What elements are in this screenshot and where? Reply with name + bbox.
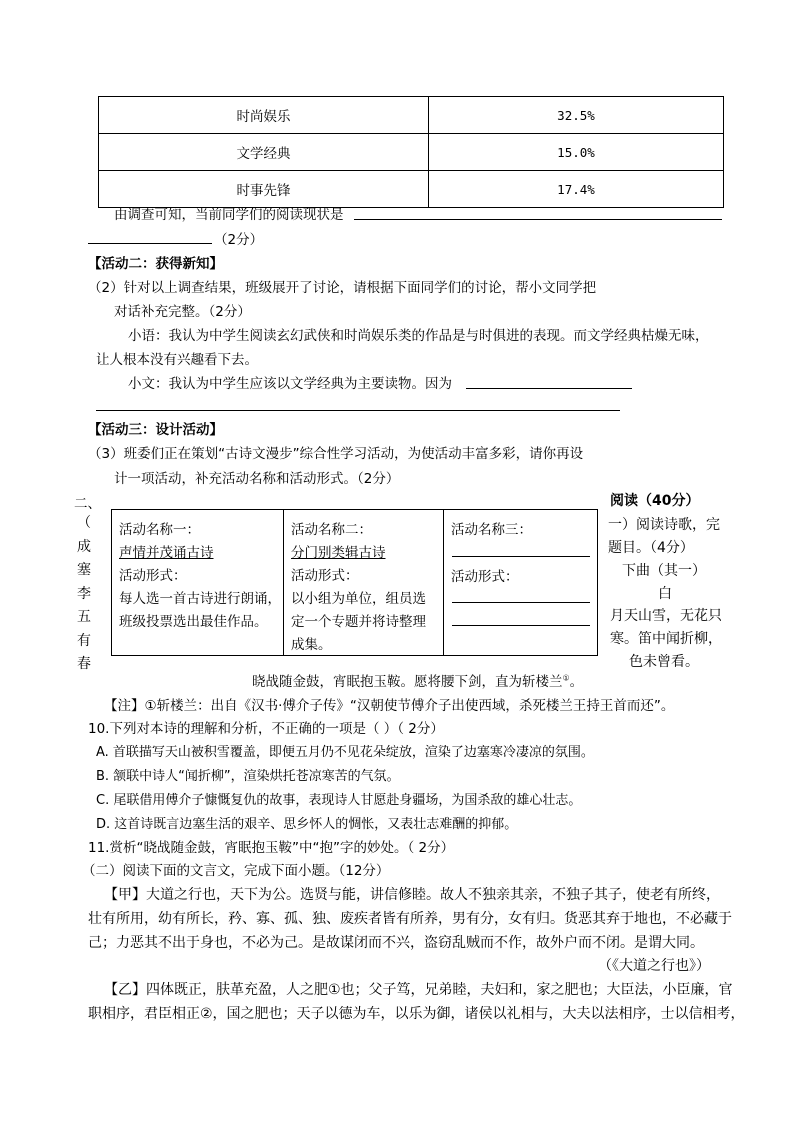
q1-answer-blank[interactable]	[354, 219, 722, 220]
table-row	[99, 134, 724, 171]
activity1-form-label: 活动形式：	[119, 568, 187, 584]
poem-last-text: 晓战随金鼓，宵眠抱玉鞍。愿将腰下剑，直为斩楼兰	[252, 674, 563, 690]
poem-line: 寒。笛中闻折柳，	[610, 631, 722, 647]
xiaowen-line: 小文：我认为中学生应该以文学经典为主要读物。因为	[128, 376, 452, 392]
vertical-char: 五	[77, 609, 91, 625]
yi-line: 【乙】四体既正，肤革充盈，人之肥①也；父子笃，兄弟睦，夫妇和，家之肥也；大臣法，小臣廉，官	[104, 982, 733, 998]
vertical-char: 有	[77, 632, 91, 649]
reading-section-title: 阅读（40分）	[610, 493, 700, 509]
activity2-form-label: 活动形式：	[291, 568, 359, 584]
q3-line1: （3）班委们正在策划“古诗文漫步”综合性学习活动，为使活动丰富多彩，请你再设	[88, 446, 584, 462]
table-cell-category: 文学经典	[99, 134, 429, 171]
q1-answer-blank-2[interactable]	[88, 243, 212, 244]
activity2-name: 分门别类辑古诗	[291, 545, 386, 561]
vertical-char: 塞	[77, 562, 91, 578]
q10-option-a: A. 首联描写天山被积雪覆盖，即便五月仍不见花朵绽放，渲染了边塞寒冷凄凉的氛围。	[96, 745, 594, 760]
section2-number: 二、	[74, 496, 101, 512]
q1-prompt	[114, 203, 344, 223]
activity-table	[111, 509, 598, 656]
activity3-form-label: 活动形式：	[451, 569, 519, 585]
vertical-char: 成	[77, 538, 91, 555]
activity2-form-line: 以小组为单位，组员选	[291, 591, 426, 607]
vertical-fragments	[74, 512, 94, 677]
poem-author: 白	[658, 586, 672, 602]
table-cell-category: 时事先锋	[99, 171, 429, 208]
q2-line1: （2）针对以上调查结果，班级展开了讨论，请根据下面同学们的讨论，帮小文同学把	[88, 280, 597, 296]
activity2-form-line: 成集。	[291, 637, 332, 653]
q10-option-c: C. 尾联借用傅介子慷慨复仇的故事，表现诗人甘愿赴身疆场，为国杀敌的雄心壮志。	[96, 793, 582, 808]
activity3-name-label: 活动名称三：	[451, 522, 532, 538]
table-row	[99, 171, 724, 208]
poem-note: 【注】①斩楼兰：出自《汉书·傅介子传》“汉朝使节傅介子出使西域，杀死楼兰王持王首而还”。	[104, 698, 675, 714]
jia-source: （《大道之行也》）	[598, 958, 710, 974]
table-cell-value: 17.4%	[429, 171, 724, 208]
poem-line: 色未曾看。	[629, 654, 699, 670]
xiaowen-answer-blank[interactable]	[466, 388, 632, 389]
activity3-form-blank[interactable]	[452, 602, 590, 603]
poem-question-line1: 一）阅读诗歌，完	[608, 517, 720, 533]
survey-table	[98, 96, 724, 208]
vertical-char: （	[77, 515, 91, 531]
activity2-name-label: 活动名称二：	[291, 522, 372, 538]
poem-question-line2: 题目。（4分）	[608, 540, 694, 556]
xiaoyu-line1: 小语：我认为中学生阅读玄幻武侠和时尚娱乐类的作品是与时俱进的表现。而文学经典枯燥无味，	[128, 328, 709, 344]
q1-text: 由调查可知，当前同学们的阅读现状是	[114, 207, 344, 223]
activity1-name: 声情并茂诵古诗	[119, 545, 214, 561]
q11-stem: 11.赏析“晓战随金鼓，宵眠抱玉鞍”中“抱”字的妙处。（ 2分）	[88, 840, 455, 856]
activity3-header: 【活动三：设计活动】	[88, 422, 223, 438]
q1-score: （2分）	[214, 232, 264, 248]
q10-option-b: B. 颔联中诗人“闻折柳”，渲染烘托苍凉寒苦的气氛。	[96, 769, 400, 784]
poem-last-line	[252, 670, 583, 690]
footnote-mark: ①	[562, 673, 570, 683]
activity-col-1	[112, 510, 284, 655]
q2-line2: 对话补充完整。（2分）	[114, 304, 251, 320]
yi-line: 职相序，君臣相正②，国之肥也；天子以德为车，以乐为御，诸侯以礼相与，大夫以法相序，士以信相考，	[88, 1006, 745, 1022]
activity2-header: 【活动二：获得新知】	[88, 256, 223, 272]
activity1-form-line: 每人选一首古诗进行朗诵，	[119, 591, 281, 607]
poem-last-punct: 。	[569, 674, 584, 690]
jia-line: 【甲】大道之行也，天下为公。选贤与能，讲信修睦。故人不独亲其亲，不独子其子，使老有所终，	[104, 887, 720, 903]
table-cell-category: 时尚娱乐	[99, 97, 429, 134]
jia-line: 壮有所用，幼有所长，矜、寡、孤、独、废疾者皆有所养，男有分，女有归。货恶其弃于地也，不必藏于	[88, 911, 732, 927]
activity2-form-line: 定一个专题并将诗整理	[291, 614, 426, 630]
activity1-name-label: 活动名称一：	[119, 522, 200, 538]
xiaowen-answer-blank-2[interactable]	[96, 410, 620, 411]
activity3-form-blank-2[interactable]	[452, 625, 590, 626]
q10-stem: 10.下列对本诗的理解和分析，不正确的一项是（ ）（ 2分）	[88, 721, 444, 737]
jia-line: 己；力恶其不出于身也，不必为己。是故谋闭而不兴，盗窃乱贼而不作，故外户而不闭。是谓大同。	[88, 935, 704, 951]
activity3-name-blank[interactable]	[452, 556, 590, 557]
xiaoyu-line2: 让人根本没有兴趣看下去。	[96, 352, 258, 368]
vertical-char: 春	[77, 656, 91, 672]
vertical-char: 李	[77, 585, 91, 602]
q10-option-d: D. 这首诗既言边塞生活的艰辛、思乡怀人的惆怅，又表壮志难酬的抑郁。	[96, 817, 518, 832]
poem-line: 月天山雪，无花只	[610, 608, 722, 624]
table-cell-value: 32.5%	[429, 97, 724, 134]
table-row	[99, 97, 724, 134]
table-cell-value: 15.0%	[429, 134, 724, 171]
classical-header: （二）阅读下面的文言文，完成下面小题。（12分）	[82, 863, 390, 879]
q3-line2: 计一项活动，补充活动名称和活动形式。（2分）	[114, 471, 400, 487]
activity1-form-line: 班级投票选出最佳作品。	[119, 614, 268, 630]
activity-col-3	[444, 510, 597, 655]
activity-col-2	[284, 510, 444, 655]
poem-title: 下曲（其一）	[622, 563, 706, 579]
